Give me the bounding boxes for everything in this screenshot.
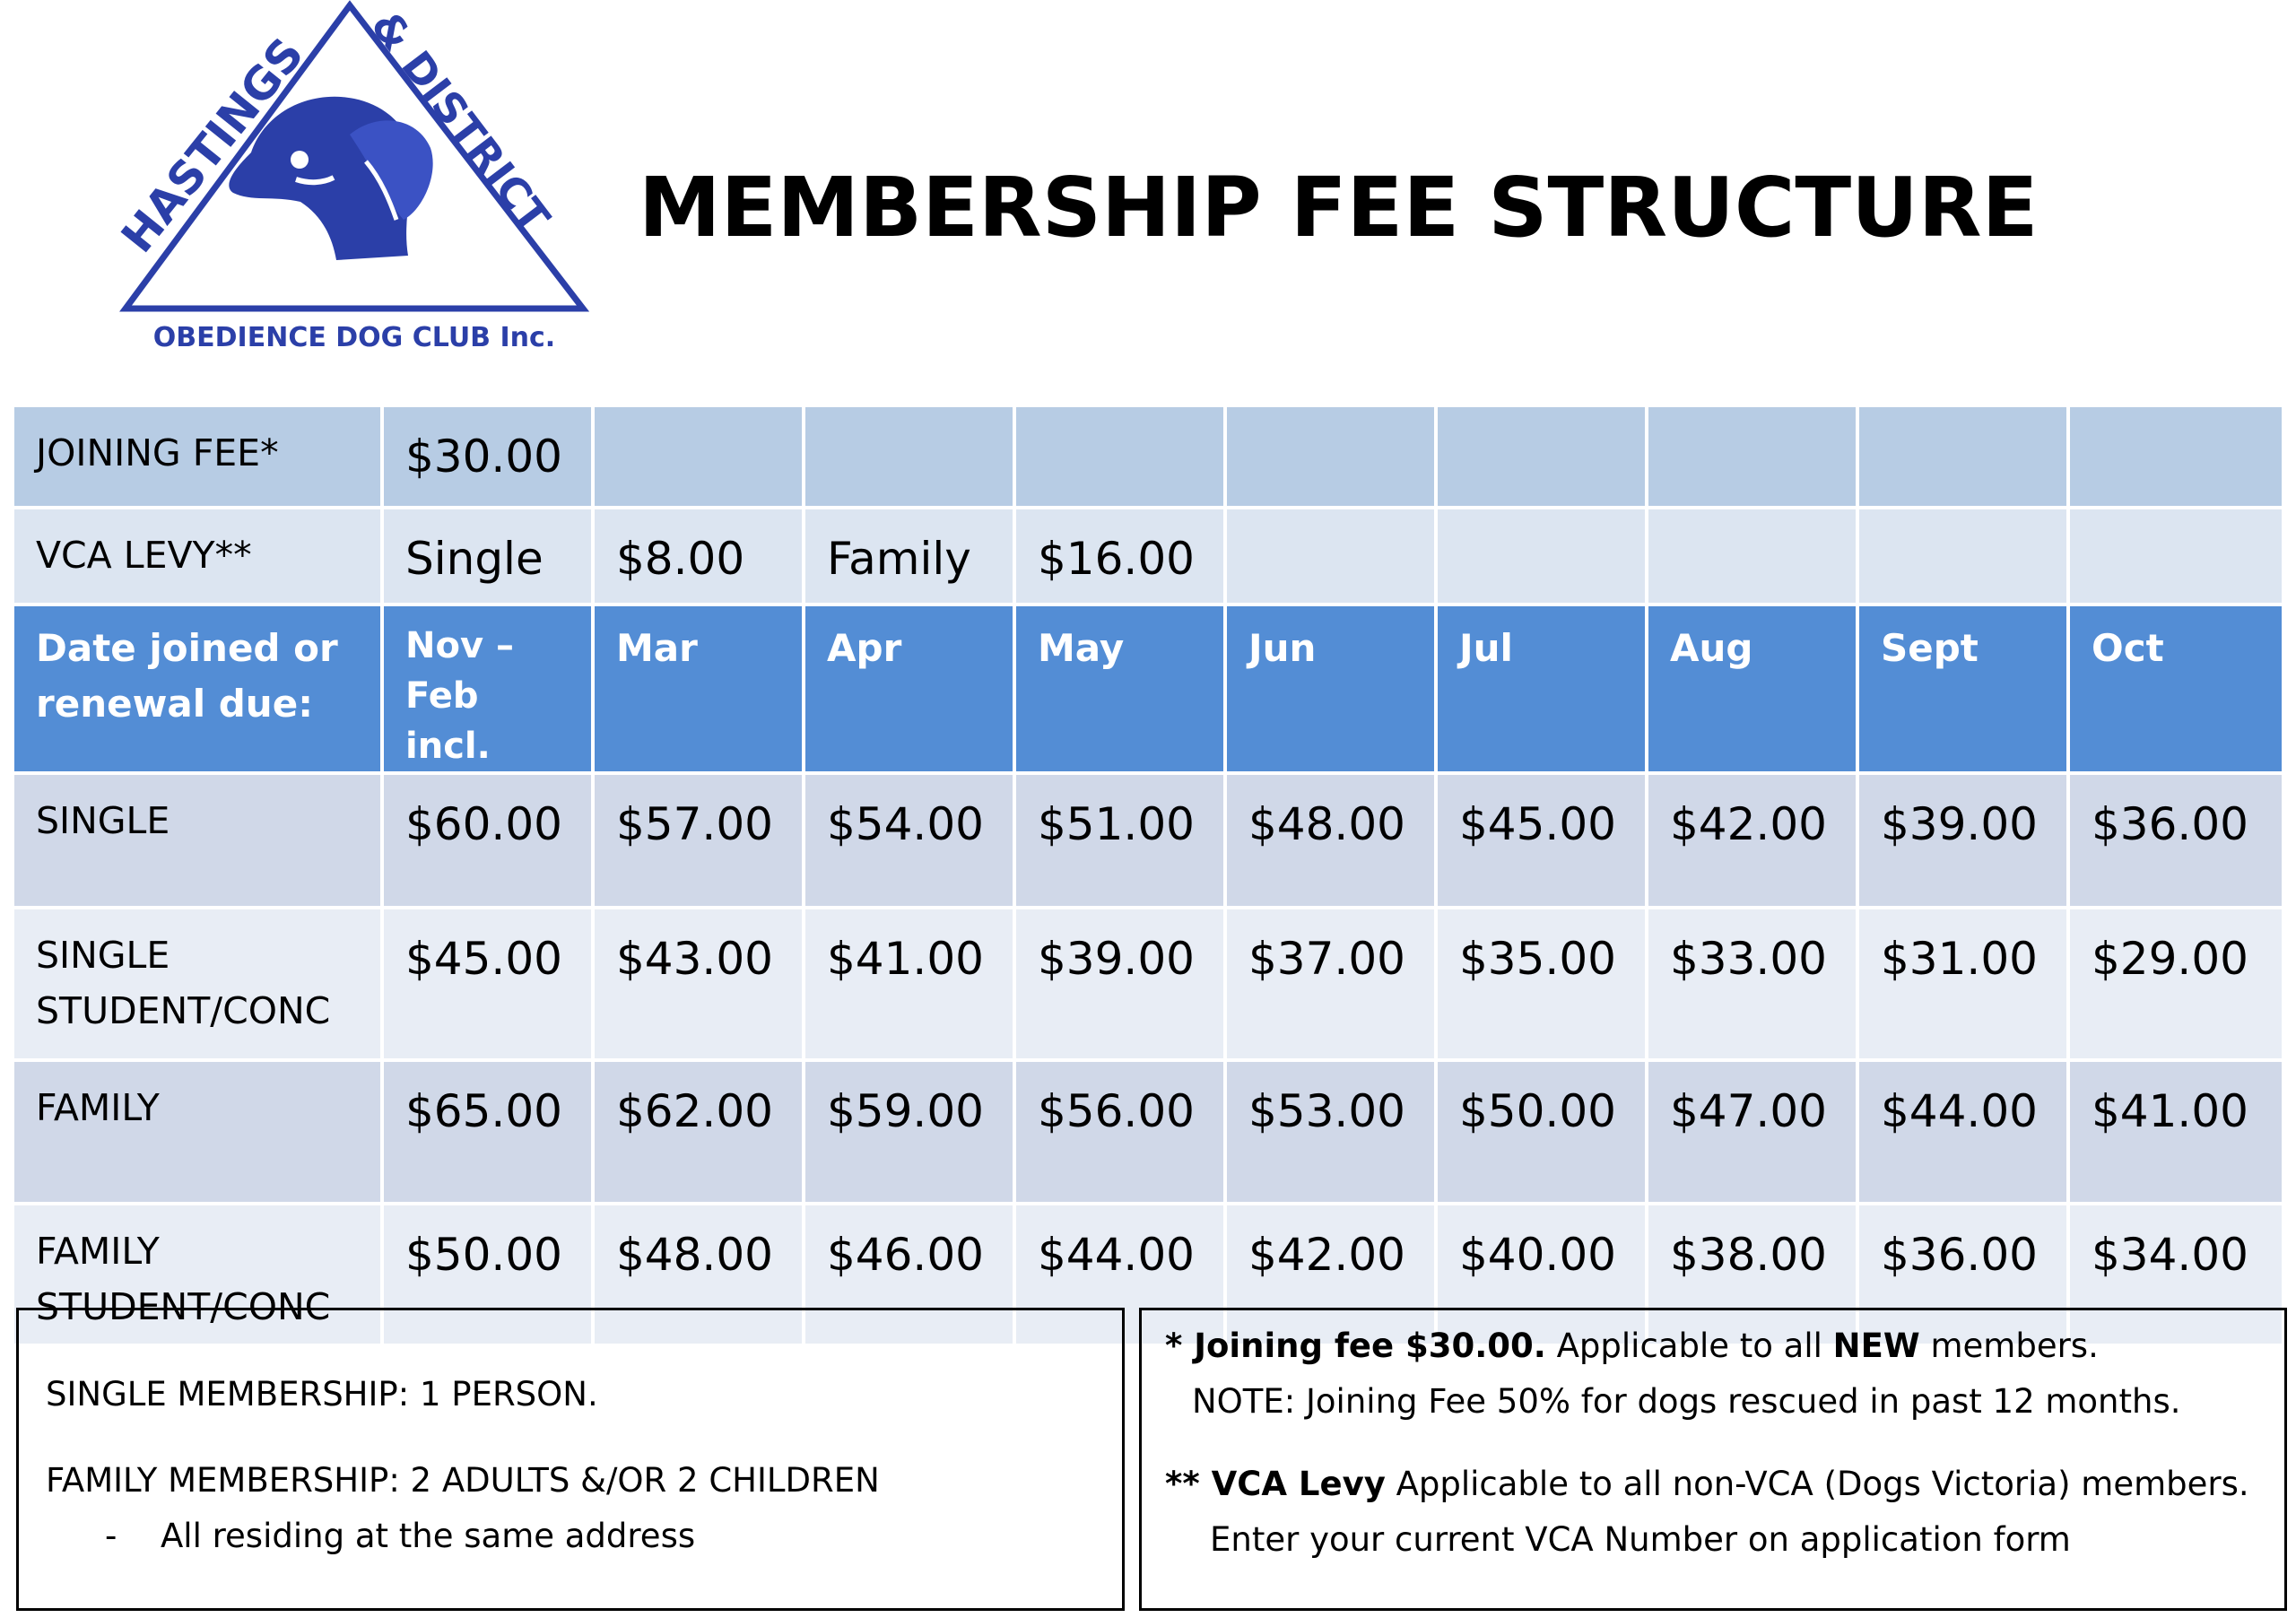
empty-cell: [593, 405, 804, 508]
fee-cell: $29.00: [2068, 908, 2283, 1060]
month-header-row: [13, 605, 2283, 773]
month-header: Jul: [1436, 605, 1647, 773]
empty-cell: [1225, 508, 1436, 605]
levy-family-amount: $16.00: [1014, 508, 1225, 605]
fee-cell: $43.00: [593, 908, 804, 1060]
fee-cell: $39.00: [1857, 773, 2068, 908]
joining-fee-label: JOINING FEE*: [13, 405, 382, 508]
month-header: Mar: [593, 605, 804, 773]
empty-cell: [1225, 405, 1436, 508]
fee-cell: $45.00: [382, 908, 593, 1060]
fee-cell: $45.00: [1436, 773, 1647, 908]
logo-bottom-text: OBEDIENCE DOG CLUB Inc.: [152, 322, 556, 353]
fee-cell: $46.00: [804, 1204, 1014, 1345]
fee-cell: $34.00: [2068, 1204, 2283, 1345]
vca-levy-label: VCA LEVY**: [13, 508, 382, 605]
fee-cell: $56.00: [1014, 1060, 1225, 1204]
fee-cell: $35.00: [1436, 908, 1647, 1060]
vca-levy-text: Applicable to all non-VCA (Dogs Victoria) members.: [1385, 1465, 2249, 1503]
logo-arc-right: & DISTRICT: [361, 2, 560, 241]
levy-single-label: Single: [382, 508, 593, 605]
row-label: SINGLE STUDENT/CONC: [13, 908, 382, 1060]
empty-cell: [1647, 405, 1857, 508]
club-logo: [108, 0, 610, 359]
empty-cell: [1436, 405, 1647, 508]
fee-cell: $39.00: [1014, 908, 1225, 1060]
single-membership-note: SINGLE MEMBERSHIP: 1 PERSON.: [46, 1375, 598, 1414]
fee-cell: $62.00: [593, 1060, 804, 1204]
month-header: Jun: [1225, 605, 1436, 773]
footnote-double-star: **: [1165, 1465, 1212, 1503]
row-label: SINGLE: [13, 773, 382, 908]
month-header: Sept: [1857, 605, 2068, 773]
fee-cell: $40.00: [1436, 1204, 1647, 1345]
fee-cell: $48.00: [1225, 773, 1436, 908]
joining-fee-bold: Joining fee $30.00.: [1194, 1327, 1546, 1365]
date-joined-header: Date joined or renewal due:: [13, 605, 382, 773]
bullet-dash: -: [105, 1517, 117, 1555]
month-header: Aug: [1647, 605, 1857, 773]
fee-cell: $65.00: [382, 1060, 593, 1204]
fee-cell: $36.00: [2068, 773, 2283, 908]
vca-number-note: Enter your current VCA Number on application form: [1210, 1520, 2071, 1559]
joining-fee-row: [13, 405, 2283, 508]
month-header: May: [1014, 605, 1225, 773]
fee-cell: $41.00: [804, 908, 1014, 1060]
joining-fee-rescue-note: NOTE: Joining Fee 50% for dogs rescued in past 12 months.: [1192, 1382, 2181, 1421]
fee-row-single-student-conc: [13, 908, 2283, 1060]
month-header: Nov – Feb incl.: [382, 605, 593, 773]
fee-cell: $50.00: [1436, 1060, 1647, 1204]
logo-arc-left: HASTINGS: [111, 28, 314, 263]
fee-table: [11, 404, 2285, 1347]
joining-fee-text-end: members.: [1919, 1327, 2099, 1365]
fee-row-family: [13, 1060, 2283, 1204]
fee-cell: $51.00: [1014, 773, 1225, 908]
fee-cell: $33.00: [1647, 908, 1857, 1060]
row-label: FAMILY: [13, 1060, 382, 1204]
row-label: FAMILY STUDENT/CONC: [13, 1204, 382, 1345]
levy-single-amount: $8.00: [593, 508, 804, 605]
joining-fee-footnote: [1165, 1327, 2099, 1365]
new-members-bold: NEW: [1832, 1327, 1920, 1365]
page-title: MEMBERSHIP FEE STRUCTURE: [639, 160, 2039, 256]
fee-cell: $60.00: [382, 773, 593, 908]
family-residence-note: All residing at the same address: [161, 1517, 696, 1555]
fee-cell: $47.00: [1647, 1060, 1857, 1204]
empty-cell: [804, 405, 1014, 508]
fee-cell: $38.00: [1647, 1204, 1857, 1345]
footnote-star: *: [1165, 1327, 1195, 1365]
fee-cell: $59.00: [804, 1060, 1014, 1204]
fee-cell: $53.00: [1225, 1060, 1436, 1204]
fee-cell: $41.00: [2068, 1060, 2283, 1204]
fee-cell: $44.00: [1014, 1204, 1225, 1345]
family-membership-note: FAMILY MEMBERSHIP: 2 ADULTS &/OR 2 CHILDREN: [46, 1461, 880, 1500]
fee-cell: $37.00: [1225, 908, 1436, 1060]
fee-row-single: [13, 773, 2283, 908]
fee-cell: $36.00: [1857, 1204, 2068, 1345]
vca-levy-bold: VCA Levy: [1211, 1465, 1386, 1503]
joining-fee-amount: $30.00: [382, 405, 593, 508]
vca-levy-row: [13, 508, 2283, 605]
empty-cell: [1647, 508, 1857, 605]
fee-cell: $50.00: [382, 1204, 593, 1345]
empty-cell: [1857, 405, 2068, 508]
membership-notes-box: [16, 1308, 1125, 1611]
empty-cell: [2068, 405, 2283, 508]
month-header: Oct: [2068, 605, 2283, 773]
fee-cell: $44.00: [1857, 1060, 2068, 1204]
fee-footnotes-box: [1139, 1308, 2287, 1611]
fee-cell: $42.00: [1647, 773, 1857, 908]
empty-cell: [1857, 508, 2068, 605]
fee-cell: $48.00: [593, 1204, 804, 1345]
fee-cell: $54.00: [804, 773, 1014, 908]
vca-levy-footnote: [1165, 1465, 2249, 1503]
empty-cell: [2068, 508, 2283, 605]
fee-cell: $31.00: [1857, 908, 2068, 1060]
empty-cell: [1014, 405, 1225, 508]
fee-cell: $57.00: [593, 773, 804, 908]
levy-family-label: Family: [804, 508, 1014, 605]
joining-fee-text: Applicable to all: [1545, 1327, 1833, 1365]
empty-cell: [1436, 508, 1647, 605]
month-header: Apr: [804, 605, 1014, 773]
fee-cell: $42.00: [1225, 1204, 1436, 1345]
